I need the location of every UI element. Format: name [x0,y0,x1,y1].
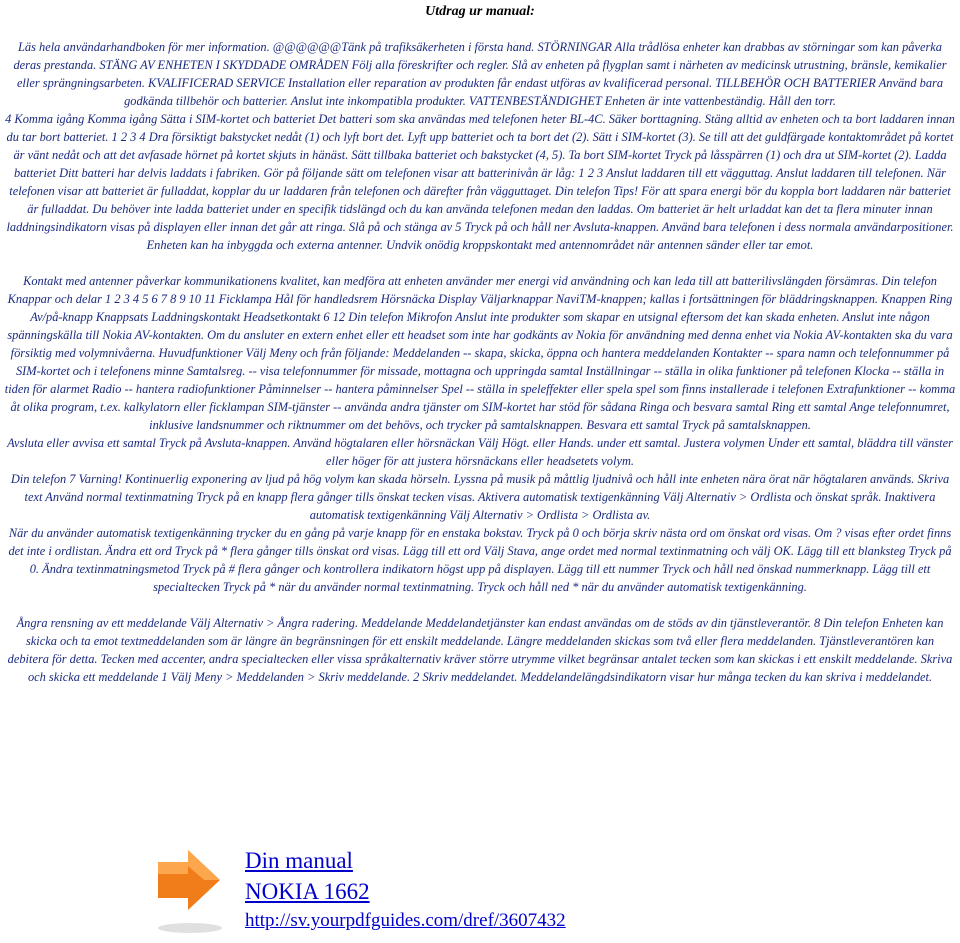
page-title: Utdrag ur manual: [425,4,535,19]
paragraph-predictive-text: När du använder automatisk textigenkänning trycker du en gång på varje knapp för en enstaka bokstav. Tryck på 0 och börja skriv nästa ord om önskat ord visas. Om ? visas efter ordet finns det inte i ordlistan. Ändra ett ord Tryck på * flera gånger tills önskat ord visas. Lägg till ett ord Välj Stava, ange ordet med normal textinmatning och välj OK. Lägg till ett blanksteg Tryck på 0. Ändra textinmatningsmetod Tryck på # flera gånger och kontrollera indikatorn högst upp på displayen. Lägg till ett nummer Tryck och håll ned önskad nummerknapp. Lägg till ett specialtecken Tryck på * när du använder normal textinmatning. Tryck och håll ned * när du använder automatisk textigenkänning. [8,526,952,594]
paragraph-messages: Ångra rensning av ett meddelande Välj Alternativ > Ångra radering. Meddelande Meddelandetjänster kan endast användas om de stöds av din tjänstleverantör. 8 Din telefon Enheten kan skicka och ta emot textmeddelanden som är längre än begränsningen för ett enskilt meddelande. Längre meddelanden skickas som två eller flera meddelanden. Tjänstleverantören kan debitera för detta. Tecken med accenter, andra specialtecken eller vissa språkalternativ kräver större utrymme vilket begränsar antalet tecken som kan skickas i ett enskilt meddelande. Skriva och skicka ett meddelande 1 Välj Meny > Meddelanden > Skriv meddelande. 2 Skriv meddelandet. Meddelandelängdsindikatorn visar hur många tecken du kan skriva i meddelandet. [7,616,953,684]
document-body [4,38,956,686]
url-link[interactable]: http://sv.yourpdfguides.com/dref/3607432 [245,910,566,931]
paragraph-warning-text: Din telefon 7 Varning! Kontinuerlig exponering av ljud på hög volym kan skada hörseln. Lyssna på musik på måttlig ljudnivå och håll inte enheten nära örat när högtalaren används. Skriva text Använd normal textinmatning Tryck på en knapp flera gånger tills önskat tecken visas. Aktivera automatisk textigenkänning Välj Alternativ > Ordlista och önskat språk. Inaktivera automatisk textigenkänning Välj Alternativ > Ordlista > Ordlista av. [10,472,950,522]
paragraph-end-call: Avsluta eller avvisa ett samtal Tryck på Avsluta-knappen. Använd högtalaren eller hörsnäckan Välj Högt. eller Hands. under ett samtal. Justera volymen Under ett samtal, bläddra till vänster eller höger för att justera hörsnäckans eller headsetets volym. [7,436,953,468]
paragraph-spacer [4,596,956,614]
paragraph-safety: Läs hela användarhandboken för mer information. @@@@@@Tänk på trafiksäkerheten i första hand. STÖRNINGAR Alla trådlösa enheter kan drabbas av störningar som kan påverka deras prestanda. STÄNG AV ENHETEN I SKYDDADE OMRÅDEN Följ alla föreskrifter och regler. Slå av enheten på flygplan samt i närheten av medicinsk utrustning, bränsle, kemikalier eller sprängningsarbeten. KVALIFICERAD SERVICE Installation eller reparation av produkten får endast utföras av kvalificerad personal. TILLBEHÖR OCH BATTERIER Använd bara godkända tillbehör och batterier. Anslut inte inkompatibla produkter. VATTENBESTÄNDIGHET Enheten är inte vattenbeständig. Håll den torr. [13,40,947,108]
paragraph-getting-started: 4 Komma igång Komma igång Sätta i SIM-kortet och batteriet Det batteri som ska användas med telefonen heter BL-4C. Säker borttagning. Stäng alltid av enheten och ta bort laddaren innan du tar bort batteriet. 1 2 3 4 Dra försiktigt bakstycket nedåt (1) och lyft bort det. Lyft upp batteriet och ta bort det (2). Sätt i SIM-kortet (3). Se till att det guldfärgade kontaktområdet på kortet är vänt nedåt och att det avfasade hörnet på kortet skjuts in hänäst. Sätt tillbaka batteriet och bakstycket (4, 5). Ta bort SIM-kortet Tryck på låsspärren (1) och dra ut SIM-kortet (2). Ladda batteriet Ditt batteri har delvis laddats i fabriken. Gör på följande sätt om telefonen visar att batterinivån är låg: 1 2 3 Anslut laddaren till ett vägguttag. Anslut laddaren till telefonen. När telefonen visar att batteriet är fulladdat, kopplar du ur laddaren från telefonen och därefter från vägguttaget. Din telefon Tips! För att spara energi bör du koppla bort laddaren när batteriet är fulladdat. Du behöver inte ladda batteriet under en specifik tidslängd och du kan använda telefonen medan den laddas. Om batteriet är helt urladdat kan det ta flera minuter innan laddningsindikatorn visas på displayen eller innan det går att ringa. Slå på och stänga av 5 Tryck på och håll ner Avsluta-knappen. Använd bara telefonen i dess normala användarpositioner. Enheten kan ha inbyggda och externa antenner. Undvik onödig kroppskontakt med antennområdet när antennen sänder eller tar emot. [5,112,955,252]
product-link[interactable]: NOKIA 1662 [245,879,370,904]
manual-links [245,846,566,935]
pdf-arrow-logo-icon [150,844,240,936]
paragraph-spacer [4,254,956,272]
manual-footer [150,842,670,940]
manual-link[interactable]: Din manual [245,848,353,873]
paragraph-antenna-keys: Kontakt med antenner påverkar kommunikationens kvalitet, kan medföra att enheten använder mer energi vid användning och kan leda till att batterilivslängden försämras. Din telefon Knappar och delar 1 2 3 4 5 6 7 8 9 10 11 Ficklampa Hål för handledsrem Hörsnäcka Display Väljarknappar NaviTM-knappen; kallas i fortsättningen för bläddringsknappen. Knappen Ring Av/på-knapp Knappsats Laddningskontakt Headsetkontakt 6 12 Din telefon Mikrofon Anslut inte produkter som skapar en utsignal eftersom det kan skada enheten. Anslut inte någon spänningskälla till Nokia AV-kontakten. Om du ansluter en extern enhet eller ett headset som inte har godkänts av Nokia för användning med denna enhet via Nokia AV-kontakten ska du vara försiktig med volymnivåerna. Huvudfunktioner Välj Meny och från följande: Meddelanden -- skapa, skicka, öppna och hantera meddelanden Kontakter -- spara namn och telefonnummer på SIM-kortet och i telefonens minne Samtalsreg. -- visa telefonnummer för missade, mottagna och uppringda samtal Inställningar -- ställa in olika funktioner på telefonen Klocka -- ställa in tiden för alarmet Radio -- hantera radiofunktioner Påminnelser -- hantera påminnelser Spel -- ställa in speleffekter eller spela spel som finns installerade i telefonen Extrafunktioner -- komma åt olika program, t.ex. kalkylatorn eller ficklampan SIM-tjänster -- använda andra tjänster om SIM-kortet har stöd för sådana Ringa och besvara samtal Ring ett samtal Ange telefonnumret, inklusive landsnummer och riktnummer om det behövs, och trycker på samtalsknappen. Besvara ett samtal Tryck på samtalsknappen. [4,274,956,432]
